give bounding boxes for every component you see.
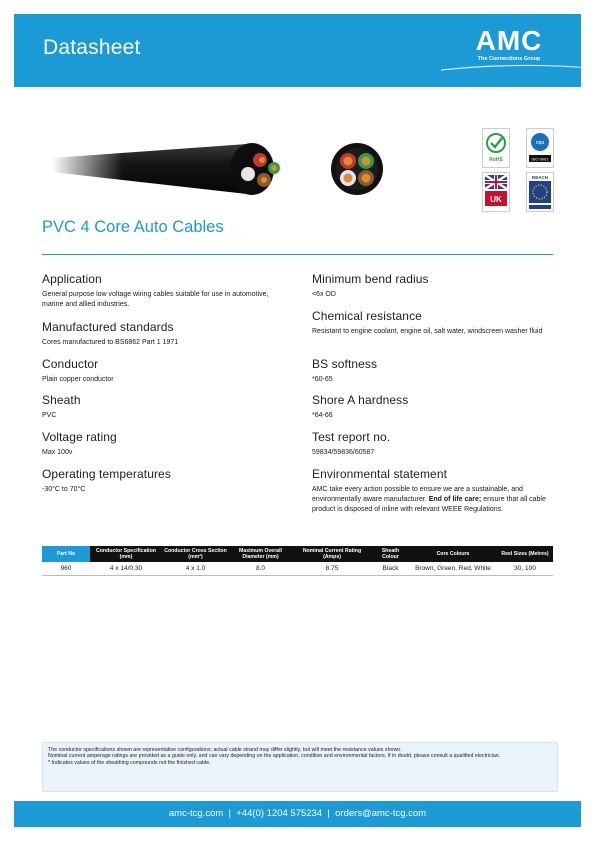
- table-cell: 30, 100: [497, 562, 553, 576]
- reach-label: REACH: [531, 175, 549, 180]
- spec-application: [42, 272, 292, 310]
- table-cell: Black: [372, 562, 409, 576]
- spec-heading: Voltage rating: [42, 430, 117, 444]
- cable-image: [52, 130, 387, 210]
- spec-heading: Shore A hardness: [312, 393, 409, 407]
- table-cell: Brown, Green, Red, White: [409, 562, 497, 576]
- iso-label: ISO 9001: [531, 156, 549, 162]
- table-cell: 4 x 14/0.30: [90, 562, 162, 576]
- spec-text: -30°C to 70°C: [42, 486, 86, 493]
- spec-text: *64-66: [312, 412, 333, 419]
- spec-text: <6x OD: [312, 291, 336, 298]
- spec-text: Max 100v: [42, 449, 73, 456]
- table-header-cell: Sheath Colour: [372, 546, 409, 562]
- spec-text: Resistant to engine coolant, engine oil, salt water, windscreen washer fluid: [312, 328, 543, 335]
- env-text-b: ensure that all cable product is disposed of inline with relevant WEEE Regulations.: [312, 496, 546, 513]
- table-header-cell: Nominal Current Rating (Amps): [292, 546, 372, 562]
- table-cell: 4 x 1.0: [162, 562, 229, 576]
- reach-badge-icon: [526, 172, 554, 212]
- spec-test-report-no: [312, 430, 562, 458]
- spec-minimum-bend-radius: [312, 272, 562, 300]
- table-header-row: [42, 546, 553, 562]
- table-header-cell: Conductor Specification (mm): [90, 546, 162, 562]
- spec-heading: Operating temperatures: [42, 467, 171, 481]
- env-text-a: AMC take every action possible to ensure we are a sustainable, and environmentally aware manufacturer.: [312, 486, 523, 503]
- spec-text: 59834/59836/60587: [312, 449, 375, 456]
- table-header-cell: Core Colours: [409, 546, 497, 562]
- logo-text: AMC: [475, 25, 543, 56]
- table-row: [42, 562, 553, 576]
- certification-badges: [482, 128, 554, 216]
- uk-label: UK: [490, 195, 502, 204]
- spec-heading: BS softness: [312, 357, 378, 371]
- spec-heading: Test report no.: [312, 430, 391, 444]
- footer-contact-bar: [14, 801, 581, 827]
- env-text-bold: End of life care;: [428, 496, 482, 503]
- table-cell: 8.75: [292, 562, 372, 576]
- note-text: * Indicates values of the sheathing compounds not the finished cable.: [48, 759, 211, 766]
- spec-text: Plain copper conductor: [42, 376, 114, 383]
- spec-heading: Minimum bend radius: [312, 272, 429, 286]
- page-title: Datasheet: [43, 36, 141, 59]
- note-text: The conductor specifications shown are representative configurations; actual cable strand may differ slightly, but will meet the resistance values shown.: [48, 747, 402, 753]
- spec-text: [312, 485, 550, 515]
- cable-spec-table: [42, 546, 553, 576]
- spec-text: Cores manufactured to BS6862 Part 1 1971: [42, 339, 179, 346]
- footer-contact-text: amc-tcg.com | +44(0) 1204 575234 | orders@amc-tcg.com: [168, 808, 427, 819]
- spec-heading: Chemical resistance: [312, 309, 422, 323]
- note-text: Nominal current amperage ratings are provided as a guide only, and can vary depending on the application, condition and environmental factors. If in doubt, please consult a qualified electrician.: [48, 753, 501, 760]
- amc-logo: [459, 26, 559, 62]
- product-title: PVC 4 Core Auto Cables: [42, 218, 224, 236]
- title-divider: [42, 254, 553, 255]
- logo-swoosh-icon: [441, 64, 591, 74]
- nqa-label: nqa: [535, 140, 545, 146]
- spec-heading: Environmental statement: [312, 467, 448, 481]
- table-header-cell: Maximum Overall Diameter (mm): [229, 546, 292, 562]
- spec-text: *60-65: [312, 376, 333, 383]
- table-header-cell: Reel Sizes (Metres): [497, 546, 553, 562]
- spec-sheath: [42, 393, 292, 421]
- spec-text: General purpose low voltage wiring cables suitable for use in automotive, marine and allied industries.: [42, 291, 269, 308]
- spec-heading: Conductor: [42, 357, 99, 371]
- spec-voltage-rating: [42, 430, 292, 458]
- rohs-label: RoHS: [489, 157, 503, 163]
- table-header-cell: Conductor Cross Section (mm²): [162, 546, 229, 562]
- spec-conductor: [42, 357, 292, 385]
- table-cell: 960: [42, 562, 90, 576]
- spec-operating-temperatures: [42, 467, 292, 495]
- logo-tagline: The Connections Group: [477, 56, 541, 62]
- header-banner: [14, 14, 581, 87]
- spec-shore-a-hardness: [312, 393, 562, 421]
- rohs-badge-icon: [482, 128, 510, 168]
- spec-text: PVC: [42, 412, 57, 419]
- spec-manufactured-standards: [42, 320, 292, 348]
- spec-environmental-statement: [312, 467, 562, 515]
- spec-bs-softness: [312, 357, 562, 385]
- spec-heading: Application: [42, 272, 102, 286]
- uk-manufacturer-badge-icon: [482, 172, 510, 212]
- table-header-cell: Part No: [42, 546, 90, 562]
- spec-heading: Manufactured standards: [42, 320, 174, 334]
- notes-box: [42, 742, 558, 792]
- spec-chemical-resistance: [312, 309, 562, 337]
- spec-heading: Sheath: [42, 393, 81, 407]
- table-cell: 8.0: [229, 562, 292, 576]
- nqa-iso-badge-icon: [526, 128, 554, 168]
